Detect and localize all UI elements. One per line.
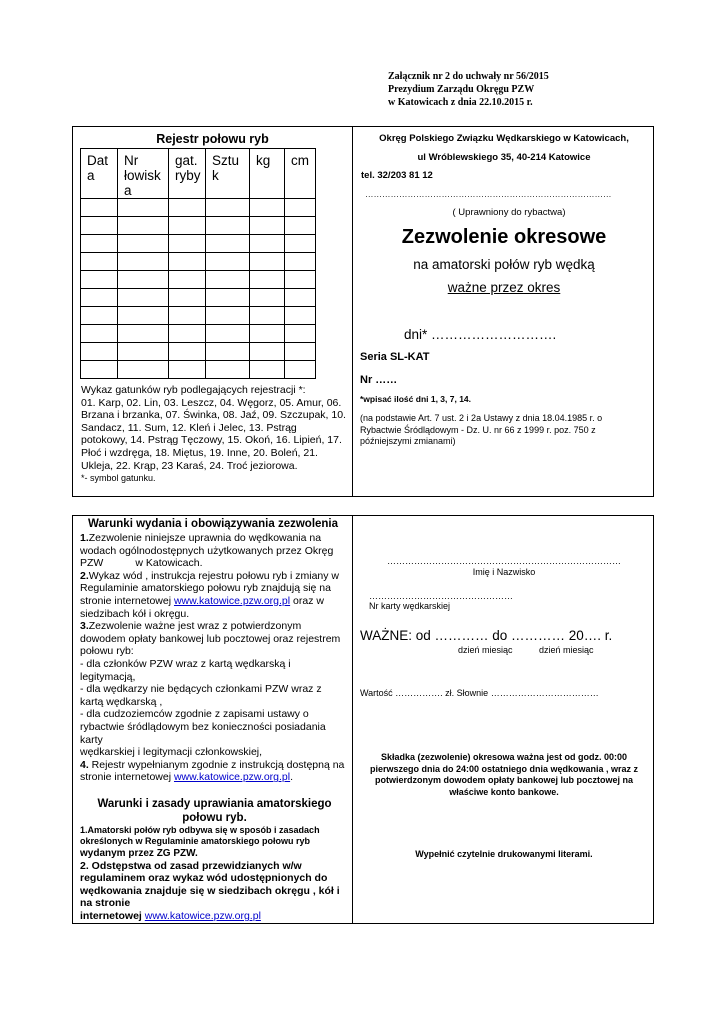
register-cell[interactable]: [81, 271, 118, 289]
register-cell[interactable]: [169, 217, 206, 235]
legal-basis: (na podstawie Art. 7 ust. 2 i 2a Ustawy z dnia 18.04.1985 r. o Rybactwie Śródlądowym - Dz. U. nr 66 z 1999 r. poz. 750 z późniejszymi zmianami): [360, 413, 603, 446]
register-cell[interactable]: [81, 343, 118, 361]
register-cell[interactable]: [81, 217, 118, 235]
species-intro: Wykaz gatunków ryb podlegających rejestracji *:: [81, 384, 306, 396]
org-phone: tel. 32/203 81 12: [361, 170, 433, 181]
header-line-3: w Katowicach z dnia 22.10.2015 r.: [388, 97, 533, 108]
register-cell[interactable]: [206, 343, 250, 361]
header-line-1: Załącznik nr 2 do uchwały nr 56/2015: [388, 71, 549, 82]
permit-series: Seria SL-KAT: [360, 351, 430, 363]
col-date: Dat a: [81, 149, 118, 199]
resolution-header: [388, 70, 549, 109]
table-row: [81, 361, 316, 379]
register-cell[interactable]: [169, 307, 206, 325]
rule-2: 2. Odstępstwa od zasad przewidzianych w/w regulaminem oraz wykaz wód udostępnionych do wędkowania znajduje się w siedzibach okręgu , kół i na stronie: [80, 859, 340, 910]
register-cell[interactable]: [285, 199, 316, 217]
register-cell[interactable]: [169, 361, 206, 379]
permit-days-field[interactable]: dni* ……………………….: [404, 327, 557, 342]
catch-register-table: [80, 148, 316, 379]
register-cell[interactable]: [81, 325, 118, 343]
register-cell[interactable]: [81, 199, 118, 217]
rule-1b: wydanym przez ZG PZW.: [80, 847, 198, 859]
authorized-note: ( Uprawniony do rybactwa): [452, 207, 566, 218]
condition-2: [80, 570, 346, 620]
table-row: [81, 307, 316, 325]
condition-4-end: .: [290, 771, 294, 784]
register-cell[interactable]: [118, 217, 169, 235]
register-cell[interactable]: [250, 199, 285, 217]
table-row: [81, 325, 316, 343]
permit-number[interactable]: Nr ……: [360, 374, 398, 386]
register-cell[interactable]: [169, 343, 206, 361]
authority-dotline[interactable]: ……………………………………………………………………………: [365, 189, 612, 199]
species-items: 01. Karp, 02. Lin, 03. Leszcz, 04. Węgorz, 05. Amur, 06. Brzana i brzanka, 07. Świnka, 08. Jaź, 09. Szczupak, 10. Sandacz, 11. Sum, 12. Kleń i Jelec, 13. Pstrąg potokowy, 14. Pstrąg Tęczowy, 15. Okoń, 16. Lipień, 17. Płoć i wzdręga, 18. Miętus, 19. Inne, 20. Boleń, 21. Ukleja, 22. Krąp, 23 Karaś, 24. Troć jeziorowa.: [81, 396, 346, 472]
register-cell[interactable]: [206, 217, 250, 235]
condition-3-num: 3.: [80, 620, 89, 633]
register-cell[interactable]: [250, 289, 285, 307]
register-cell[interactable]: [285, 343, 316, 361]
org-name: Okręg Polskiego Związku Wędkarskiego w Katowicach,: [379, 133, 629, 144]
register-cell[interactable]: [118, 307, 169, 325]
condition-4-num: 4.: [80, 758, 89, 771]
rule-2b-text: internetowej: [80, 909, 145, 922]
species-list: [81, 384, 346, 485]
register-cell[interactable]: [118, 361, 169, 379]
register-cell[interactable]: [206, 361, 250, 379]
register-cell[interactable]: [206, 289, 250, 307]
condition-4: [80, 759, 346, 784]
register-cell[interactable]: [118, 325, 169, 343]
register-cell[interactable]: [250, 253, 285, 271]
permit-subtitle: na amatorski połów ryb wędką: [413, 257, 595, 272]
register-cell[interactable]: [81, 253, 118, 271]
register-title: Rejestr połowu ryb: [156, 132, 269, 146]
condition-3a: - dla członków PZW wraz z kartą wędkarską i legitymacją,: [80, 657, 291, 683]
website-link[interactable]: www.katowice.pzw.org.pl: [173, 594, 291, 607]
register-cell[interactable]: [285, 361, 316, 379]
register-cell[interactable]: [206, 307, 250, 325]
register-cell[interactable]: [250, 361, 285, 379]
days-note: *wpisać ilość dni 1, 3, 7, 14.: [360, 394, 472, 404]
register-cell[interactable]: [169, 289, 206, 307]
condition-3: [80, 620, 346, 658]
org-address: ul Wróblewskiego 35, 40-214 Katowice: [417, 152, 591, 163]
conditions-text: [80, 532, 346, 784]
register-cell[interactable]: [285, 253, 316, 271]
permit-bottom-panel: [72, 515, 654, 924]
card-number-label: Nr karty wędkarskiej: [369, 601, 451, 611]
condition-4-text: Rejestr wypełnianym zgodnie z instrukcją dostępną na stronie internetowej: [80, 758, 345, 784]
register-cell[interactable]: [250, 325, 285, 343]
condition-1: [80, 532, 346, 570]
table-row: [81, 235, 316, 253]
rule-2b: [80, 910, 346, 923]
col-cm: cm: [285, 149, 316, 199]
condition-3b: - dla wędkarzy nie będących członkami PZW wraz z kartą wędkarską ,: [80, 683, 322, 708]
register-cell[interactable]: [285, 289, 316, 307]
condition-3c: - dla cudzoziemców zgodnie z zapisami ustawy o rybactwie śródlądowym bez konieczności posiadania karty: [80, 708, 326, 746]
name-field[interactable]: ……………………………………………………………………: [387, 556, 621, 566]
website-link[interactable]: www.katowice.pzw.org.pl: [144, 909, 261, 922]
condition-2-text: Wykaz wód , instrukcja rejestru połowu ryb i zmiany w Regulaminie amatorskiego połowu ryb znajdują się na stronie internetowej: [80, 569, 340, 607]
fee-note: Składka (zezwolenie) okresowa ważna jest od godz. 00:00 pierwszego dnia do 24:00 ostatniego dnia wędkowania , wraz z potwierdzonym dowodem opłaty bankowej lub pocztowej na właściwe konto bankowe.: [369, 752, 639, 797]
register-cell[interactable]: [81, 235, 118, 253]
register-cell[interactable]: [169, 253, 206, 271]
website-link[interactable]: www.katowice.pzw.org.pl: [173, 771, 291, 784]
rules-title: Warunki i zasady uprawiania amatorskiego połowu ryb.: [97, 798, 332, 824]
permit-top-panel: [72, 126, 654, 497]
col-kg: kg: [250, 149, 285, 199]
register-cell[interactable]: [206, 253, 250, 271]
register-cell[interactable]: [206, 199, 250, 217]
condition-1-num: 1.: [80, 532, 89, 544]
rules-text: [80, 825, 346, 923]
col-fishery: Nr łowisk a: [118, 149, 169, 199]
table-row: [81, 271, 316, 289]
register-cell[interactable]: [206, 271, 250, 289]
register-cell[interactable]: [118, 235, 169, 253]
top-divider: [352, 127, 353, 496]
condition-2-num: 2.: [80, 569, 89, 582]
name-label: Imię i Nazwisko: [472, 567, 536, 577]
header-line-2: Prezydium Zarządu Okręgu PZW: [388, 84, 535, 95]
rule-1: 1.Amatorski połów ryb odbywa się w sposób i zasadach określonych w Regulaminie amatorskiego połowu ryb: [80, 825, 320, 847]
register-cell[interactable]: [250, 271, 285, 289]
register-cell[interactable]: [250, 217, 285, 235]
species-footnote: *- symbol gatunku.: [81, 473, 156, 484]
register-cell[interactable]: [118, 271, 169, 289]
register-cell[interactable]: [118, 253, 169, 271]
to-day-month: dzień miesiąc: [539, 645, 594, 655]
register-cell[interactable]: [206, 235, 250, 253]
register-cell[interactable]: [285, 271, 316, 289]
bottom-divider: [352, 516, 353, 923]
value-field[interactable]: Wartość ……………. zł. Słownie ………………………………: [360, 688, 599, 698]
register-cell[interactable]: [285, 325, 316, 343]
register-cell[interactable]: [118, 343, 169, 361]
col-species: gat. ryby: [169, 149, 206, 199]
register-cell[interactable]: [81, 289, 118, 307]
permit-valid-period: ważne przez okres: [447, 280, 561, 295]
condition-2-end: oraz w siedzibach kół i okręgu.: [80, 594, 324, 620]
register-cell[interactable]: [81, 307, 118, 325]
register-cell[interactable]: [250, 235, 285, 253]
register-cell[interactable]: [169, 235, 206, 253]
register-cell[interactable]: [169, 271, 206, 289]
table-row: [81, 343, 316, 361]
from-day-month: dzień miesiąc: [458, 645, 513, 655]
register-cell[interactable]: [285, 217, 316, 235]
table-row: [81, 253, 316, 271]
register-cell[interactable]: [118, 289, 169, 307]
table-row: [81, 217, 316, 235]
table-row: [81, 289, 316, 307]
condition-1-text: Zezwolenie niniejsze uprawnia do wędkowania na wodach ogólnodostępnych użytkowanych przez Okręg PZW w Katowicach.: [80, 532, 337, 570]
table-row: [81, 199, 316, 217]
valid-dates-field[interactable]: WAŻNE: od ………… do ………… 20…. r.: [360, 628, 613, 643]
card-number-field[interactable]: …………………………………………: [369, 591, 513, 601]
register-cell[interactable]: [169, 325, 206, 343]
register-cell[interactable]: [81, 361, 118, 379]
register-cell[interactable]: [285, 307, 316, 325]
register-cell[interactable]: [250, 343, 285, 361]
register-cell[interactable]: [285, 235, 316, 253]
condition-3-text: Zezwolenie ważne jest wraz z potwierdzonym dowodem opłaty bankowej lub pocztowej oraz rejestrem połowu ryb:: [80, 620, 341, 658]
col-pieces: Sztu k: [206, 149, 250, 199]
permit-title: Zezwolenie okresowe: [401, 226, 607, 248]
register-cell[interactable]: [118, 199, 169, 217]
register-header-row: [81, 149, 316, 199]
condition-3d: wędkarskiej i legitymacji członkowskiej,: [80, 746, 263, 759]
register-cell[interactable]: [169, 199, 206, 217]
conditions-title: Warunki wydania i obowiązywania zezwolenia: [87, 518, 339, 530]
register-cell[interactable]: [250, 307, 285, 325]
register-cell[interactable]: [206, 325, 250, 343]
fill-instruction: Wypełnić czytelnie drukowanymi literami.: [415, 849, 593, 859]
